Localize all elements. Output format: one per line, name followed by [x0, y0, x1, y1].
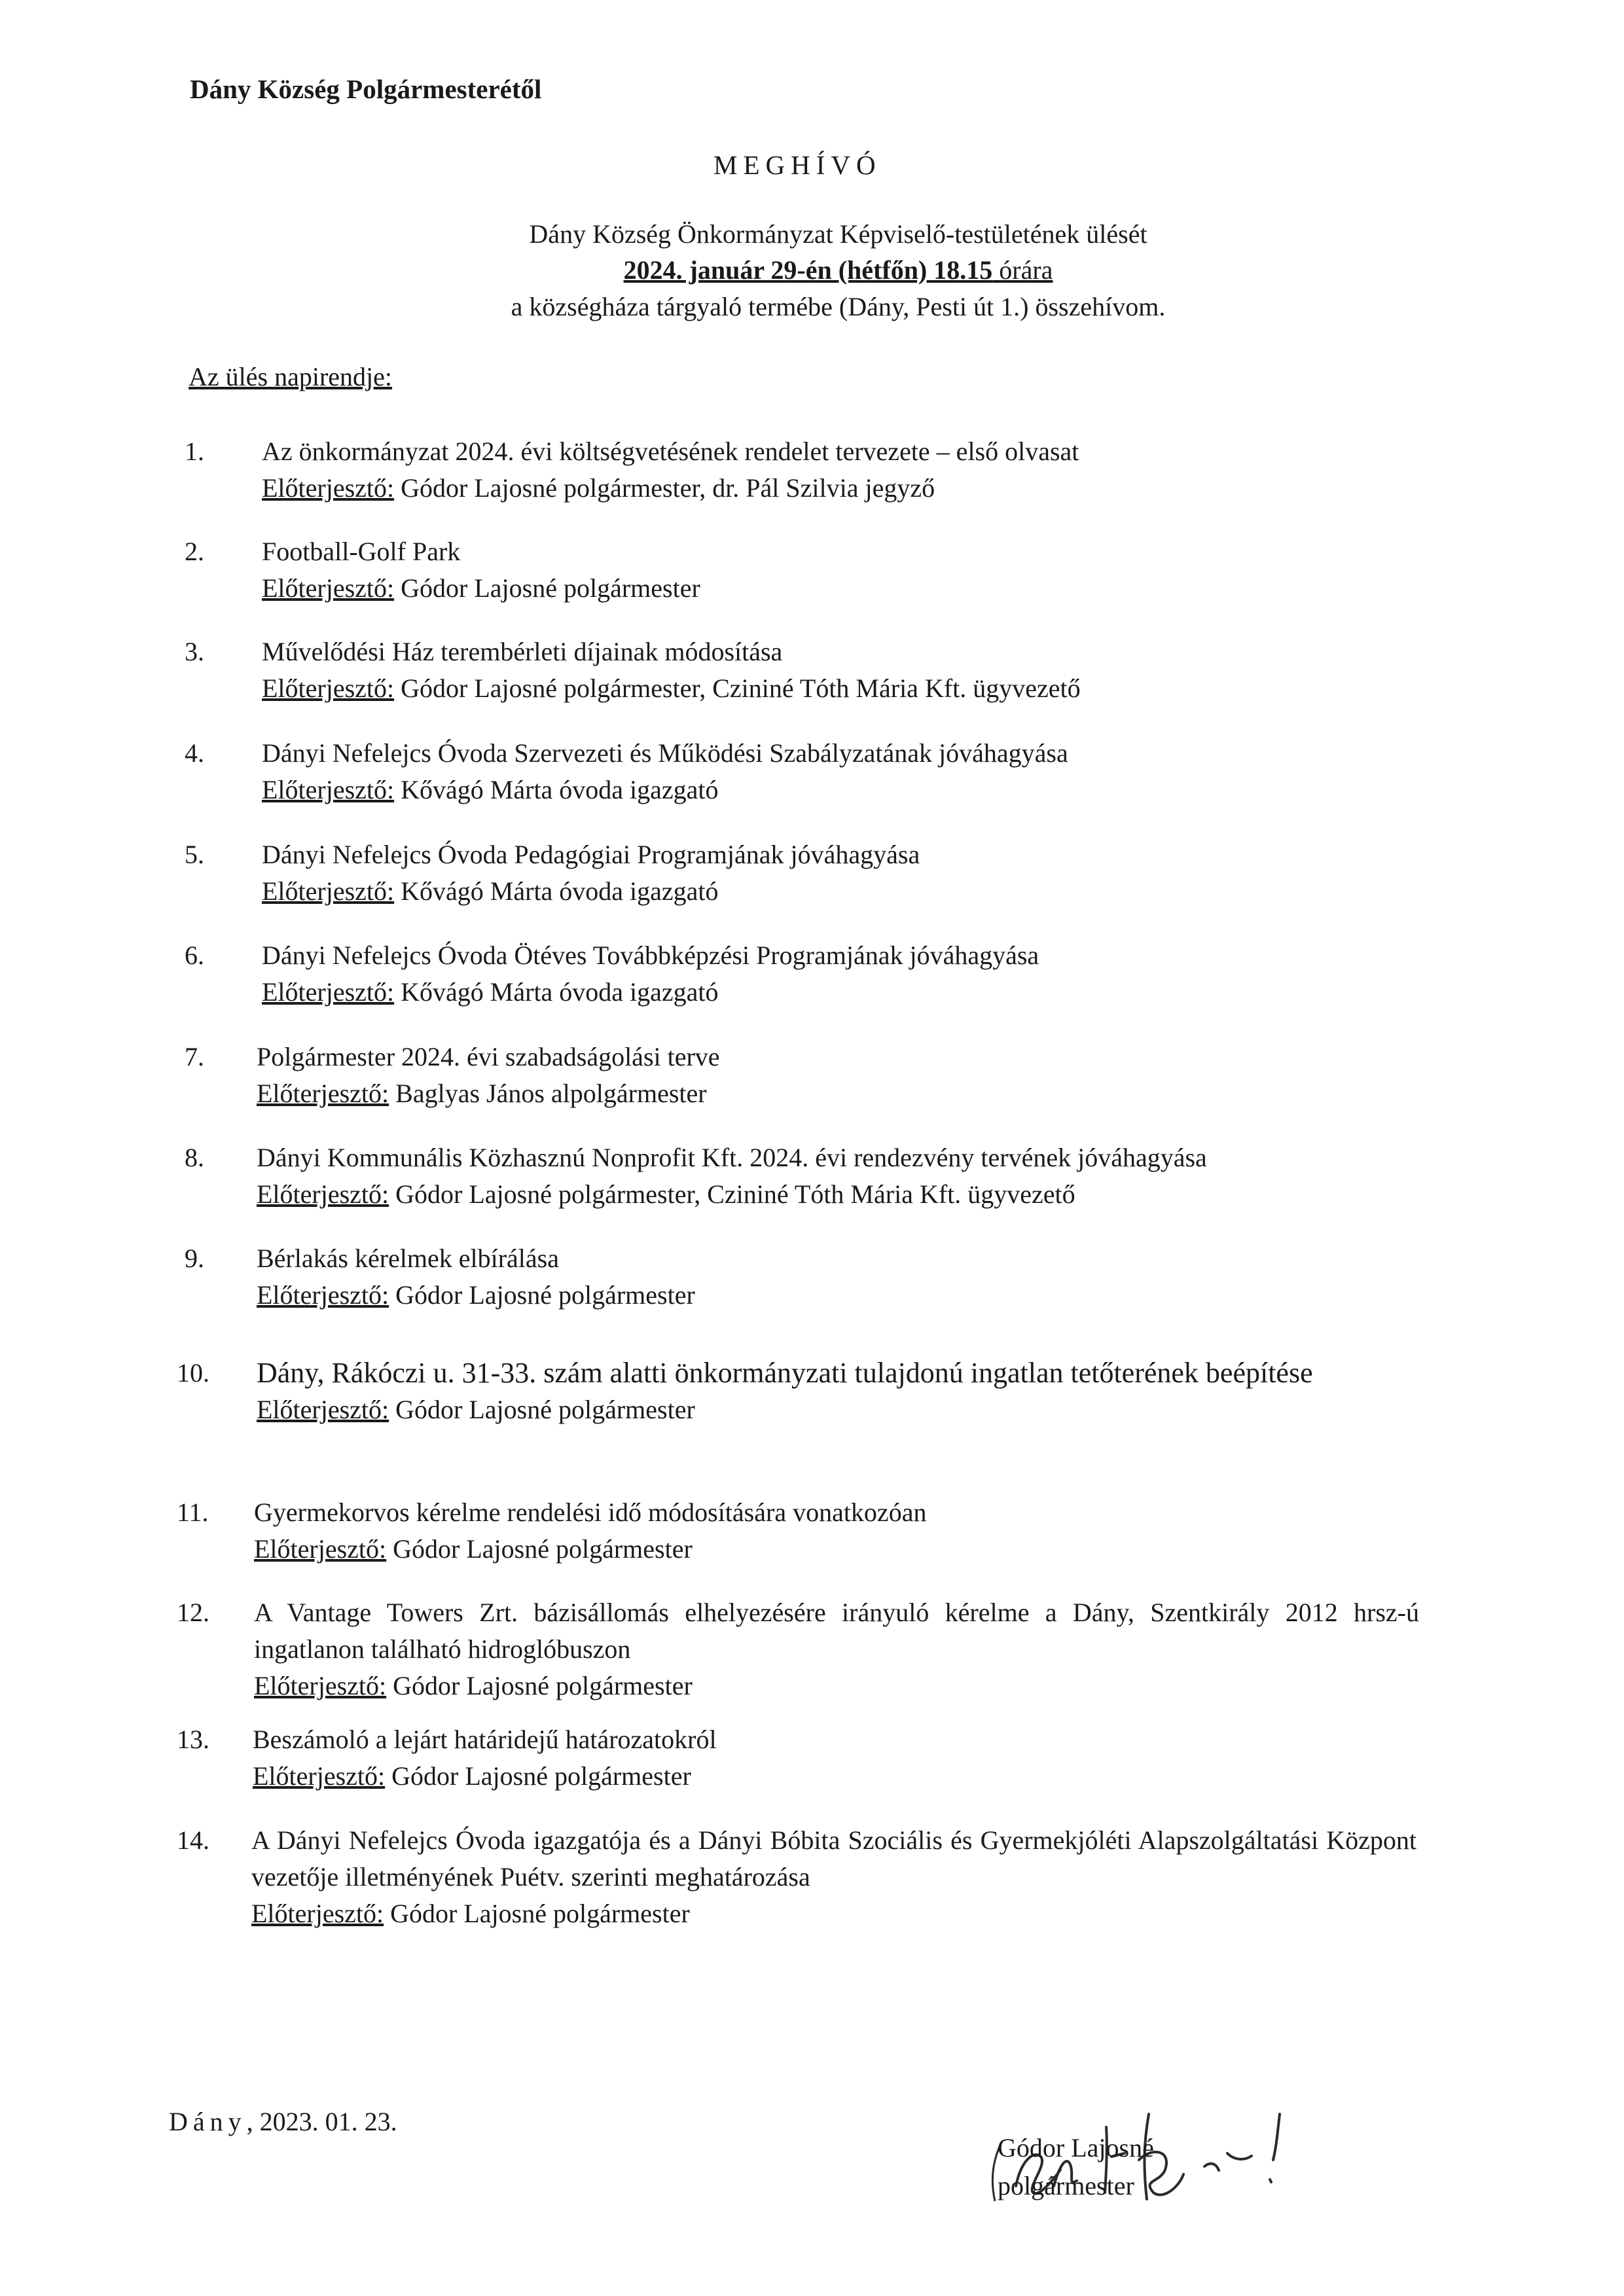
agenda-item-number: 14.	[177, 1825, 209, 1855]
agenda-item-subject: A Dányi Nefelejcs Óvoda igazgatója és a Dányi Bóbita Szociális és Gyermekjóléti Alapszolgáltatási Központ vezetője illetményének Puétv. szerinti meghatározása	[251, 1825, 1416, 1892]
agenda-item-presenter-line	[262, 772, 1427, 808]
presenter-label: Előterjesztő:	[262, 573, 395, 603]
agenda-item-presenter-line	[262, 670, 1427, 707]
agenda-item-subject: Football-Golf Park	[262, 537, 461, 566]
agenda-item-presenter-line	[262, 470, 1427, 507]
agenda-item-number: 12.	[177, 1598, 209, 1627]
agenda-item-number: 5.	[185, 840, 204, 869]
presenter-name: Gódor Lajosné polgármester	[390, 1899, 690, 1928]
agenda-item-body	[262, 634, 1427, 707]
agenda-item-subject: A Vantage Towers Zrt. bázisállomás elhelyezésére irányuló kérelme a Dány, Szentkirály 2012 hrsz-ú ingatlanon található hidroglóbuszon	[254, 1598, 1419, 1664]
place: Dány	[169, 2107, 247, 2136]
agenda-item-presenter-line	[254, 1668, 1419, 1704]
agenda-item-body	[254, 1594, 1419, 1704]
presenter-label: Előterjesztő:	[253, 1761, 386, 1791]
agenda-item-subject: Beszámoló a lejárt határidejű határozatokról	[253, 1725, 717, 1754]
agenda-item-subject: Dány, Rákóczi u. 31-33. szám alatti önkormányzati tulajdonú ingatlan tetőterének beépítése	[257, 1357, 1313, 1389]
presenter-name: Kővágó Márta óvoda igazgató	[401, 876, 719, 906]
presenter-name: Gódor Lajosné polgármester	[395, 1395, 695, 1424]
presenter-name: Gódor Lajosné polgármester, Czininé Tóth Mária Kft. ügyvezető	[395, 1179, 1075, 1209]
agenda-item-presenter-line	[262, 873, 1427, 910]
agenda-item-presenter-line	[257, 1075, 1422, 1112]
presenter-name: Gódor Lajosné polgármester	[393, 1534, 693, 1564]
agenda-item-number: 9.	[185, 1244, 204, 1273]
agenda-item-presenter-line	[257, 1391, 1422, 1428]
agenda-item-number: 7.	[185, 1042, 204, 1071]
place-date	[169, 2106, 397, 2137]
agenda-item-presenter-line	[254, 1531, 1419, 1568]
presenter-label: Előterjesztő:	[257, 1280, 389, 1310]
agenda-item-body	[262, 533, 1427, 607]
agenda-item-presenter-line	[257, 1277, 1422, 1314]
agenda-item-number: 11.	[177, 1498, 209, 1527]
signatory-role: polgármester	[998, 2171, 1134, 2200]
agenda-item-body	[262, 937, 1427, 1011]
agenda-item-body	[257, 1139, 1422, 1213]
agenda-item-body	[253, 1721, 1418, 1795]
presenter-label: Előterjesztő:	[257, 1179, 389, 1209]
agenda-item-body	[262, 836, 1427, 910]
agenda-item-number: 2.	[185, 537, 204, 566]
presenter-label: Előterjesztő:	[262, 473, 395, 503]
presenter-name: Kővágó Márta óvoda igazgató	[401, 977, 719, 1007]
agenda-item-body	[257, 1039, 1422, 1112]
agenda-item-presenter-line	[253, 1758, 1418, 1795]
agenda-item-subject: Bérlakás kérelmek elbírálása	[257, 1244, 559, 1273]
agenda-item-presenter-line	[251, 1895, 1416, 1932]
agenda-item-subject: Dányi Nefelejcs Óvoda Ötéves Továbbképzési Programjának jóváhagyása	[262, 941, 1039, 970]
presenter-name: Gódor Lajosné polgármester	[395, 1280, 695, 1310]
agenda-item-number: 1.	[185, 437, 204, 466]
presenter-name: Gódor Lajosné polgármester	[393, 1671, 693, 1700]
agenda-item-number: 10.	[177, 1358, 209, 1388]
handwritten-signature	[1008, 2088, 1335, 2238]
presenter-label: Előterjesztő:	[254, 1534, 387, 1564]
date: , 2023. 01. 23.	[246, 2107, 397, 2136]
presenter-label: Előterjesztő:	[262, 876, 395, 906]
agenda-item-body	[254, 1494, 1419, 1568]
meeting-date: 2024. január 29-én (hétfőn) 18.15	[623, 255, 993, 285]
agenda-item-presenter-line	[262, 974, 1427, 1011]
agenda-item-body	[251, 1822, 1416, 1932]
agenda-item-subject: Gyermekorvos kérelme rendelési idő módosítására vonatkozóan	[254, 1498, 927, 1527]
intro-date-line	[26, 255, 1624, 285]
presenter-label: Előterjesztő:	[262, 775, 395, 804]
presenter-name: Baglyas János alpolgármester	[395, 1079, 707, 1108]
presenter-label: Előterjesztő:	[257, 1395, 389, 1424]
document-title: MEGHÍVÓ	[713, 150, 882, 180]
agenda-item-body	[257, 1355, 1422, 1428]
agenda-item-subject: Dányi Nefelejcs Óvoda Pedagógiai Programjának jóváhagyása	[262, 840, 920, 869]
agenda-label: Az ülés napirendje:	[189, 362, 392, 391]
agenda-item-subject: Az önkormányzat 2024. évi költségvetésének rendelet tervezete – első olvasat	[262, 437, 1079, 466]
sender-heading: Dány Község Polgármesterétől	[190, 74, 542, 104]
agenda-item-presenter-line	[262, 570, 1427, 607]
presenter-label: Előterjesztő:	[251, 1899, 384, 1928]
agenda-item-subject: Művelődési Ház terembérleti díjainak módosítása	[262, 637, 783, 666]
presenter-name: Kővágó Márta óvoda igazgató	[401, 775, 719, 804]
agenda-item-number: 3.	[185, 637, 204, 666]
presenter-label: Előterjesztő:	[262, 673, 395, 703]
presenter-name: Gódor Lajosné polgármester, dr. Pál Szilvia jegyző	[401, 473, 935, 503]
intro-line-1: Dány Község Önkormányzat Képviselő-testületének ülését	[529, 219, 1147, 249]
meeting-time-suffix: órára	[992, 255, 1053, 285]
agenda-item-body	[257, 1240, 1422, 1314]
presenter-name: Gódor Lajosné polgármester	[391, 1761, 691, 1791]
agenda-item-subject: Dányi Nefelejcs Óvoda Szervezeti és Működési Szabályzatának jóváhagyása	[262, 738, 1068, 768]
presenter-label: Előterjesztő:	[254, 1671, 387, 1700]
agenda-item-presenter-line	[257, 1176, 1422, 1213]
presenter-name: Gódor Lajosné polgármester	[401, 573, 700, 603]
agenda-item-number: 6.	[185, 941, 204, 970]
agenda-item-subject: Dányi Kommunális Közhasznú Nonprofit Kft. 2024. évi rendezvény tervének jóváhagyása	[257, 1143, 1207, 1172]
agenda-item-number: 13.	[177, 1725, 209, 1754]
agenda-item-subject: Polgármester 2024. évi szabadságolási terve	[257, 1042, 720, 1071]
presenter-label: Előterjesztő:	[257, 1079, 389, 1108]
presenter-name: Gódor Lajosné polgármester, Czininé Tóth Mária Kft. ügyvezető	[401, 673, 1081, 703]
agenda-item-body	[262, 735, 1427, 808]
agenda-item-number: 8.	[185, 1143, 204, 1172]
agenda-item-number: 4.	[185, 738, 204, 768]
signatory-name: Gódor Lajosné	[998, 2133, 1154, 2162]
agenda-item-body	[262, 433, 1427, 507]
intro-line-3: a községháza tárgyaló termébe (Dány, Pesti út 1.) összehívom.	[511, 292, 1166, 321]
presenter-label: Előterjesztő:	[262, 977, 395, 1007]
